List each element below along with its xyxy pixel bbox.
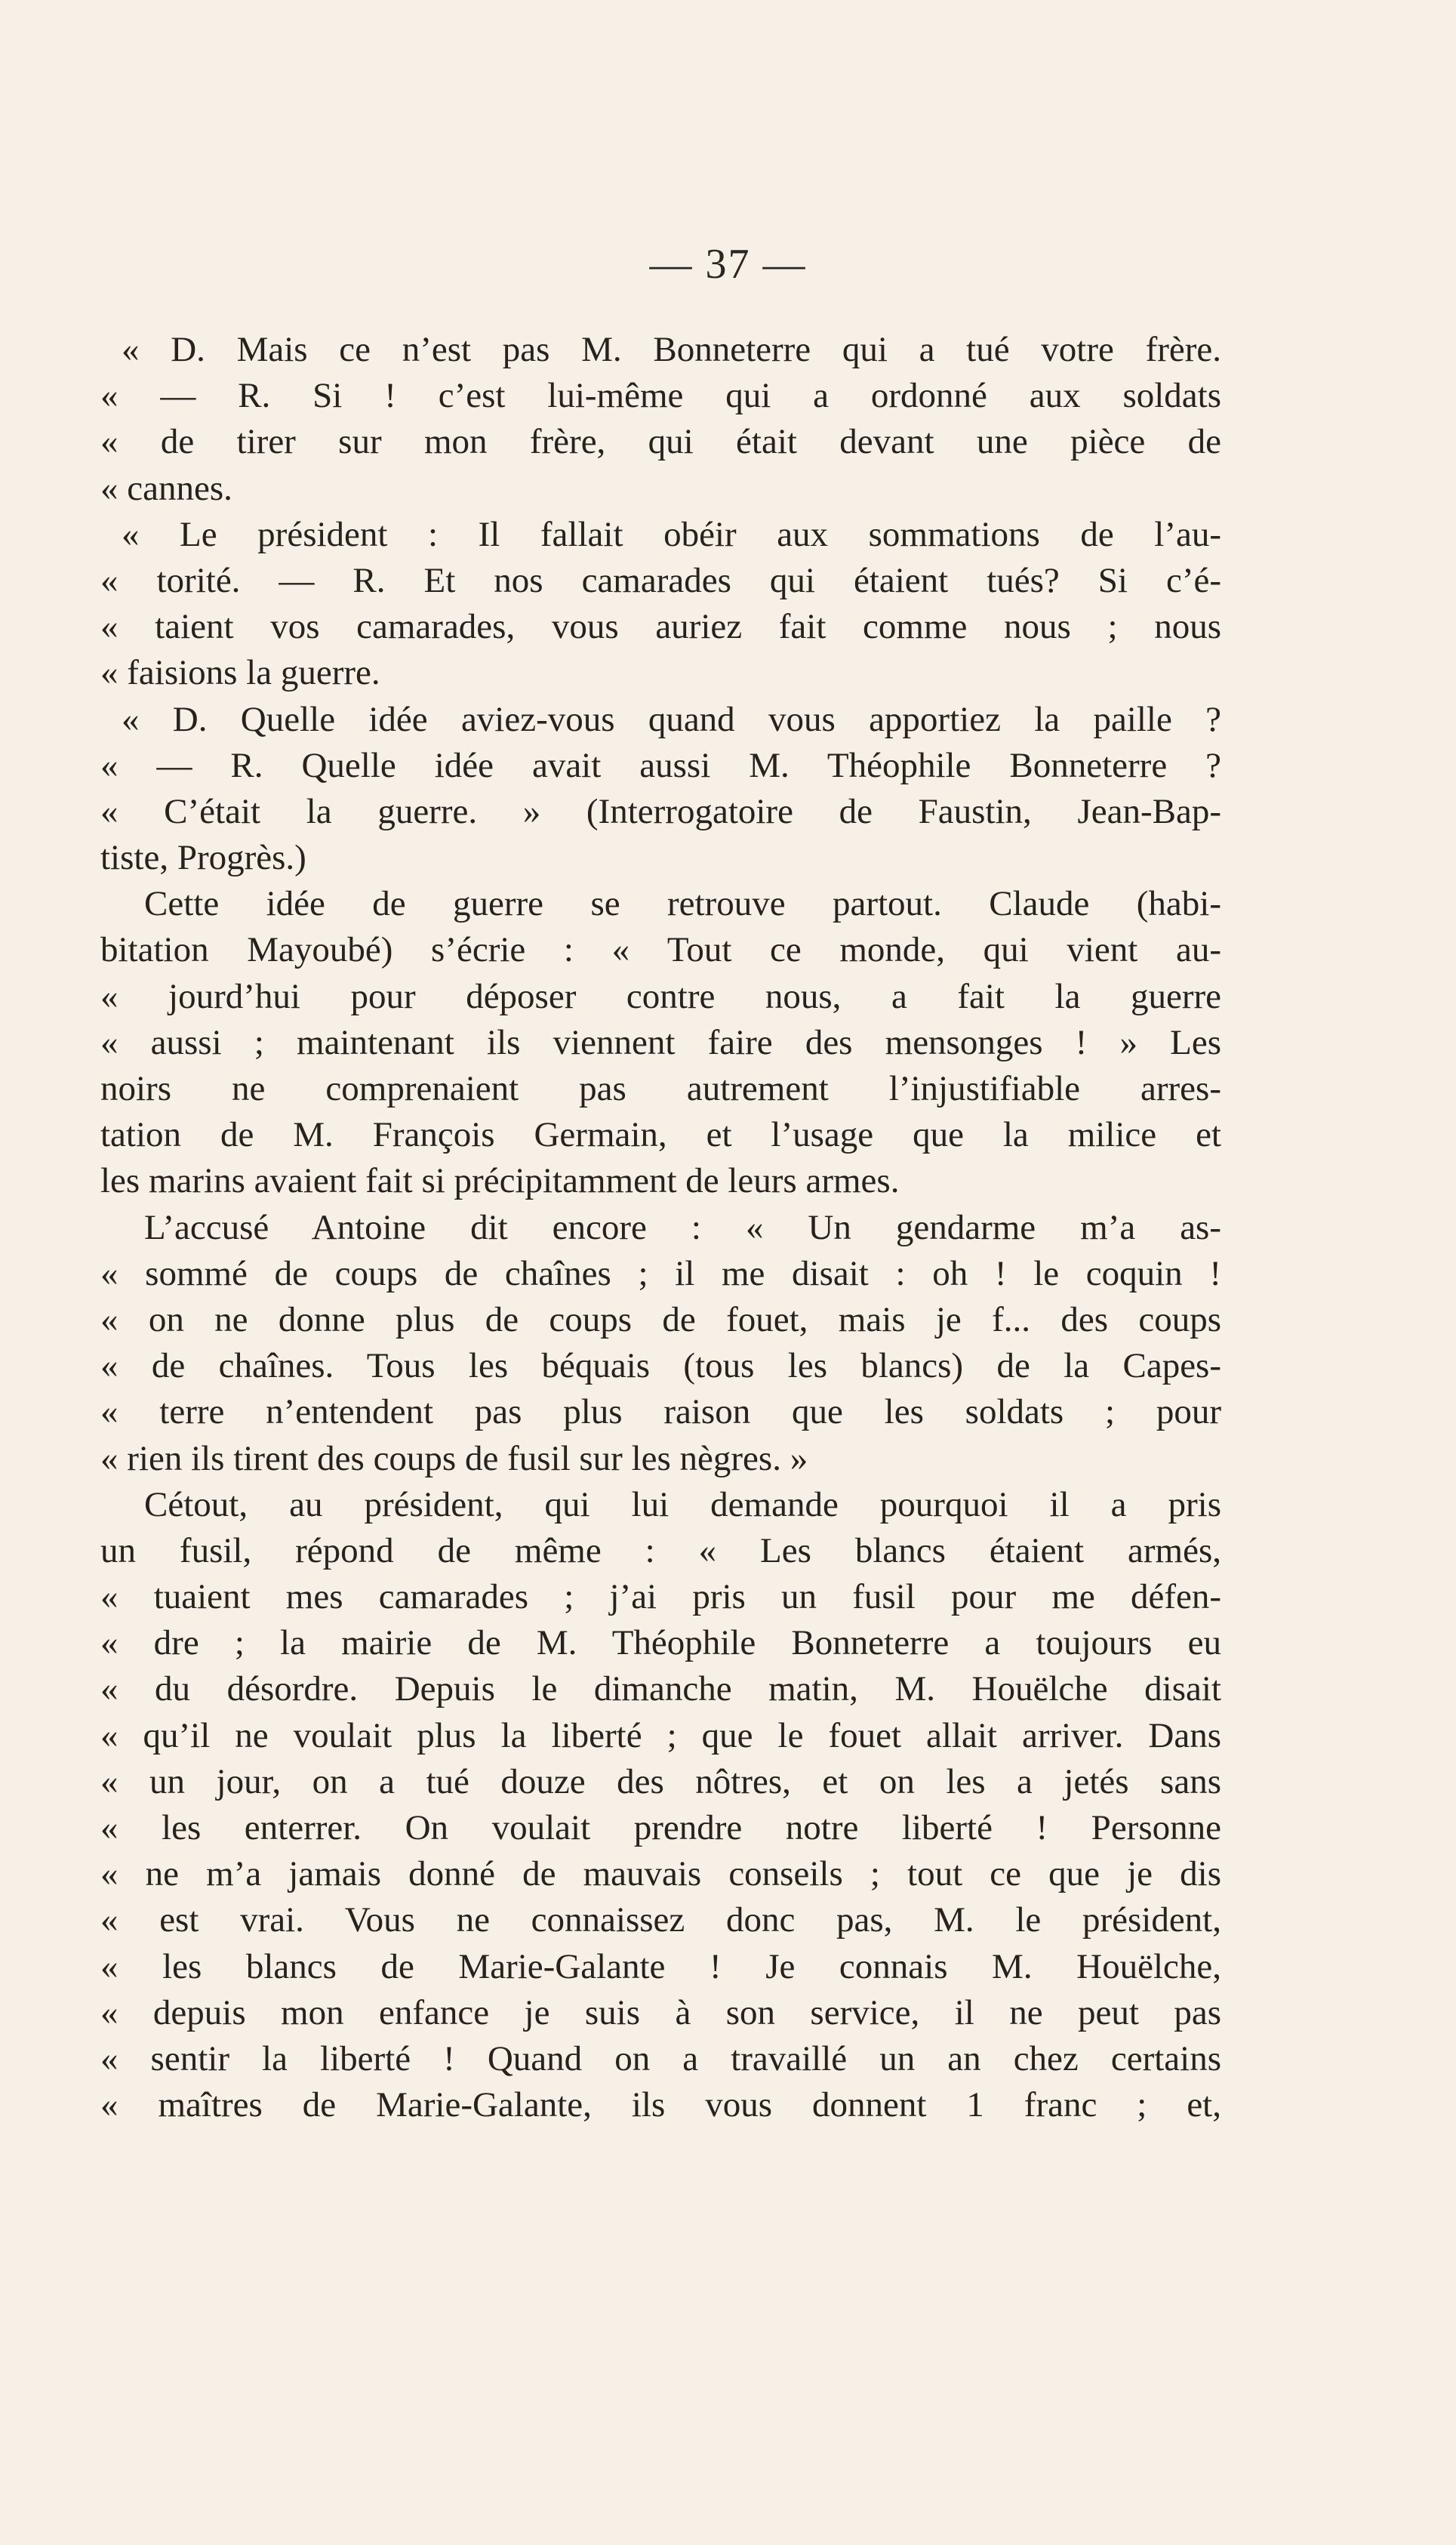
- text-line: « de tirer sur mon frère, qui était devant une pièce de: [100, 422, 1221, 462]
- text-line: « depuis mon enfance je suis à son service, il ne peut pas: [100, 1992, 1221, 2032]
- text-line: « de chaînes. Tous les béquais (tous les blancs) de la Capes-: [100, 1346, 1221, 1386]
- text-line: « dre ; la mairie de M. Théophile Bonneterre a toujours eu: [100, 1623, 1221, 1663]
- text-line: Cétout, au président, qui lui demande pourquoi il a pris: [144, 1484, 1221, 1524]
- text-line: bitation Mayoubé) s’écrie : « Tout ce monde, qui vient au-: [100, 930, 1221, 970]
- text-line: « un jour, on a tué douze des nôtres, et on les a jetés sans: [100, 1761, 1221, 1801]
- text-line: « C’était la guerre. » (Interrogatoire de Faustin, Jean-Bap-: [100, 791, 1221, 831]
- text-line: « jourd’hui pour déposer contre nous, a fait la guerre: [100, 976, 1221, 1016]
- text-line: « maîtres de Marie-Galante, ils vous donnent 1 franc ; et,: [100, 2085, 1221, 2125]
- text-line: Cette idée de guerre se retrouve partout. Claude (habi-: [144, 884, 1221, 924]
- text-line: « les enterrer. On voulait prendre notre liberté ! Personne: [100, 1808, 1221, 1847]
- text-line: « sentir la liberté ! Quand on a travaillé un an chez certains: [100, 2038, 1221, 2078]
- text-line: « — R. Si ! c’est lui-même qui a ordonné aux soldats: [100, 376, 1221, 416]
- text-line: « est vrai. Vous ne connaissez donc pas, M. le président,: [100, 1900, 1221, 1940]
- text-line: « D. Mais ce n’est pas M. Bonneterre qui a tué votre frère.: [122, 330, 1221, 369]
- text-line: « — R. Quelle idée avait aussi M. Théophile Bonneterre ?: [100, 745, 1221, 785]
- text-line: « D. Quelle idée aviez-vous quand vous apportiez la paille ?: [122, 699, 1221, 739]
- text-line: « aussi ; maintenant ils viennent faire des mensonges ! » Les: [100, 1022, 1221, 1062]
- page-number: — 37 —: [649, 241, 807, 288]
- text-line: « du désordre. Depuis le dimanche matin, M. Houëlche disait: [100, 1669, 1221, 1709]
- text-line: « tuaient mes camarades ; j’ai pris un fusil pour me défen-: [100, 1577, 1221, 1617]
- text-line: « les blancs de Marie-Galante ! Je connais M. Houëlche,: [100, 1946, 1221, 1986]
- text-line: « rien ils tirent des coups de fusil sur les nègres. »: [100, 1438, 808, 1478]
- text-line: « sommé de coups de chaînes ; il me disait : oh ! le coquin !: [100, 1253, 1221, 1293]
- text-line: « taient vos camarades, vous auriez fait comme nous ; nous: [100, 607, 1221, 647]
- text-line: « ne m’a jamais donné de mauvais conseils ; tout ce que je dis: [100, 1854, 1221, 1894]
- text-line: « cannes.: [100, 468, 232, 508]
- text-line: L’accusé Antoine dit encore : « Un gendarme m’a as-: [144, 1207, 1221, 1247]
- text-line: tation de M. François Germain, et l’usage que la milice et: [100, 1115, 1221, 1155]
- text-line: « Le président : Il fallait obéir aux sommations de l’au-: [122, 514, 1221, 554]
- text-line: un fusil, répond de même : « Les blancs étaient armés,: [100, 1530, 1221, 1570]
- text-line: « on ne donne plus de coups de fouet, mais je f... des coups: [100, 1299, 1221, 1339]
- text-line: tiste, Progrès.): [100, 838, 306, 878]
- text-line: « terre n’entendent pas plus raison que les soldats ; pour: [100, 1392, 1221, 1432]
- text-line: noirs ne comprenaient pas autrement l’injustifiable arres-: [100, 1069, 1221, 1108]
- body-text: [100, 327, 1221, 2128]
- text-line: « faisions la guerre.: [100, 653, 380, 693]
- text-line: les marins avaient fait si précipitamment de leurs armes.: [100, 1161, 900, 1201]
- text-line: « qu’il ne voulait plus la liberté ; que le fouet allait arriver. Dans: [100, 1715, 1221, 1755]
- text-line: « torité. — R. Et nos camarades qui étaient tués? Si c’é-: [100, 560, 1221, 600]
